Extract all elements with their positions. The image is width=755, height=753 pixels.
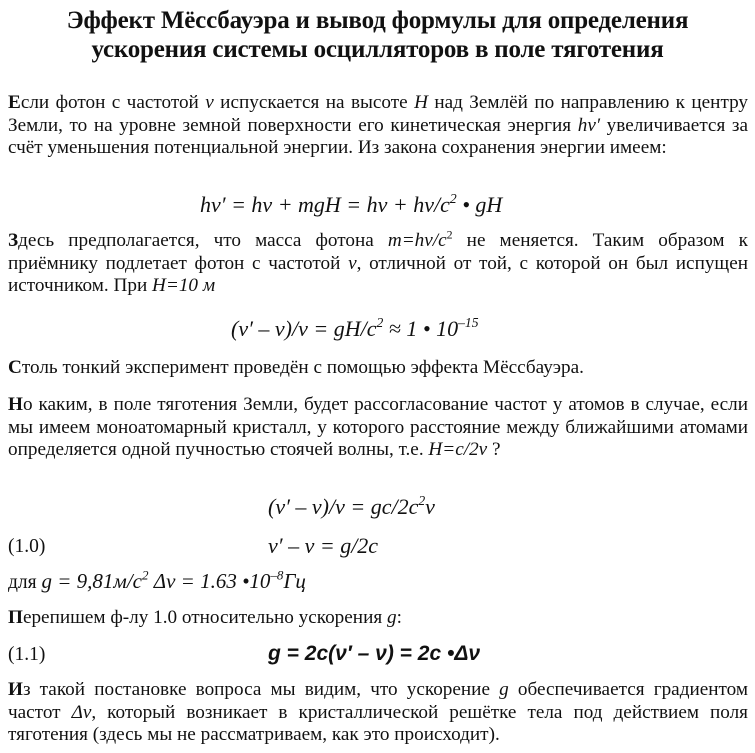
paragraph-4 bbox=[8, 394, 748, 462]
title-line-1: Эффект Мёссбауэра и вывод формулы для определения bbox=[66, 7, 689, 34]
symbol-g: g bbox=[499, 679, 509, 700]
formula-main: (ν′ – ν)/ν = gc/2c bbox=[268, 494, 419, 519]
text: о каким, в поле тяготения Земли, будет рассогласование частот у атомов в случае, если мы имеем моноатомарный кристалл, у которого расстояние между ближайшими атомами определяется одной пучностью стоячей волны, т.е. bbox=[8, 394, 748, 460]
text: испускается на высоте bbox=[213, 92, 415, 113]
formula-sup: 2 bbox=[376, 315, 384, 331]
symbol-h: H bbox=[414, 92, 428, 113]
text: десь предполагается, что масса фотона bbox=[18, 230, 388, 251]
text: : bbox=[396, 607, 402, 628]
paragraph-6 bbox=[8, 607, 748, 630]
document-title bbox=[0, 6, 755, 64]
text: увеличивается за счёт уменьшения потенциальной энергии. Из закона сохранения энергии имеем: bbox=[8, 114, 748, 158]
paragraph-2 bbox=[8, 227, 748, 298]
formula-tail: • gH bbox=[456, 192, 503, 217]
unit: Гц bbox=[283, 569, 306, 593]
symbol-nu: ν bbox=[348, 252, 357, 274]
formula-tail: ν bbox=[425, 494, 435, 519]
exp: –8 bbox=[270, 567, 284, 583]
text: толь тонкий эксперимент проведён с помощью эффекта Мёссбауэра. bbox=[21, 357, 584, 378]
symbol-h-equals: H=c/2ν bbox=[428, 439, 488, 460]
text: , который возникает в кристаллической решётке тела под действием поля тяготения (здесь мы не рассматриваем, как это происходит). bbox=[8, 701, 749, 745]
title-line-2: ускорения системы осцилляторов в поле тяготения bbox=[91, 36, 664, 63]
sup: 2 bbox=[446, 227, 453, 242]
text: для bbox=[8, 572, 42, 593]
formula-energy bbox=[200, 192, 502, 218]
paragraph-1 bbox=[8, 92, 748, 160]
drop-letter: З bbox=[8, 230, 19, 251]
formula-mid: ≈ 1 • 10 bbox=[383, 316, 459, 341]
text: , отличной от той, с которой он был испущен источником. При bbox=[8, 252, 748, 296]
sup: 2 bbox=[141, 567, 149, 583]
text: ерепишем ф-лу 1.0 относительно ускорения bbox=[22, 607, 387, 628]
formula-main: hν′ = hν + mgH = hν + hν/c bbox=[200, 192, 450, 217]
formula-sup: 2 bbox=[449, 191, 457, 207]
text: з такой постановке вопроса мы видим, что ускорение bbox=[22, 679, 500, 700]
symbol-delta-nu: Δν bbox=[71, 701, 92, 723]
equation-number-1-0: (1.0) bbox=[8, 536, 46, 557]
text: не меняется. Таким образом к приёмнику подлетает фотон с частотой bbox=[8, 230, 748, 274]
drop-letter: Н bbox=[8, 394, 23, 415]
symbol-hnu: hν′ bbox=[577, 114, 601, 136]
equation-number-1-1: (1.1) bbox=[8, 644, 46, 665]
symbol-mass: m=hν/c bbox=[387, 230, 447, 251]
symbol-nu: ν bbox=[205, 92, 214, 113]
formula-crystal bbox=[268, 494, 435, 520]
drop-letter: С bbox=[8, 357, 22, 378]
drop-letter: И bbox=[8, 679, 23, 700]
text: обеспечивается градиентом частот bbox=[8, 679, 749, 723]
g-value: g = 9,81м/c bbox=[41, 569, 142, 593]
symbol-g: g bbox=[386, 607, 397, 628]
text: ? bbox=[487, 439, 501, 460]
gravity-value bbox=[42, 569, 306, 593]
formula-ratio bbox=[231, 316, 479, 342]
symbol-height: H=10 м bbox=[152, 275, 216, 296]
formula-1-0: ν′ – ν = g/2c bbox=[268, 533, 379, 558]
formula-exp: –15 bbox=[458, 315, 479, 331]
formula-main: (ν′ – ν)/ν = gH/c bbox=[231, 316, 377, 341]
paragraph-3 bbox=[8, 357, 748, 380]
delta-nu-value: Δν = 1.63 •10 bbox=[148, 569, 271, 593]
drop-letter: П bbox=[8, 607, 23, 628]
text: над Землёй по направлению к центру Земли, то на уровне земной поверхности его кинетическая энергия bbox=[8, 92, 749, 136]
formula-1-1: g = 2c(ν′ – ν) = 2c •Δν bbox=[268, 642, 481, 665]
drop-letter: Е bbox=[8, 92, 21, 113]
formula-sup: 2 bbox=[418, 493, 426, 509]
paragraph-7 bbox=[8, 679, 748, 747]
paragraph-5 bbox=[8, 567, 748, 595]
text: сли фотон с частотой bbox=[20, 92, 206, 113]
